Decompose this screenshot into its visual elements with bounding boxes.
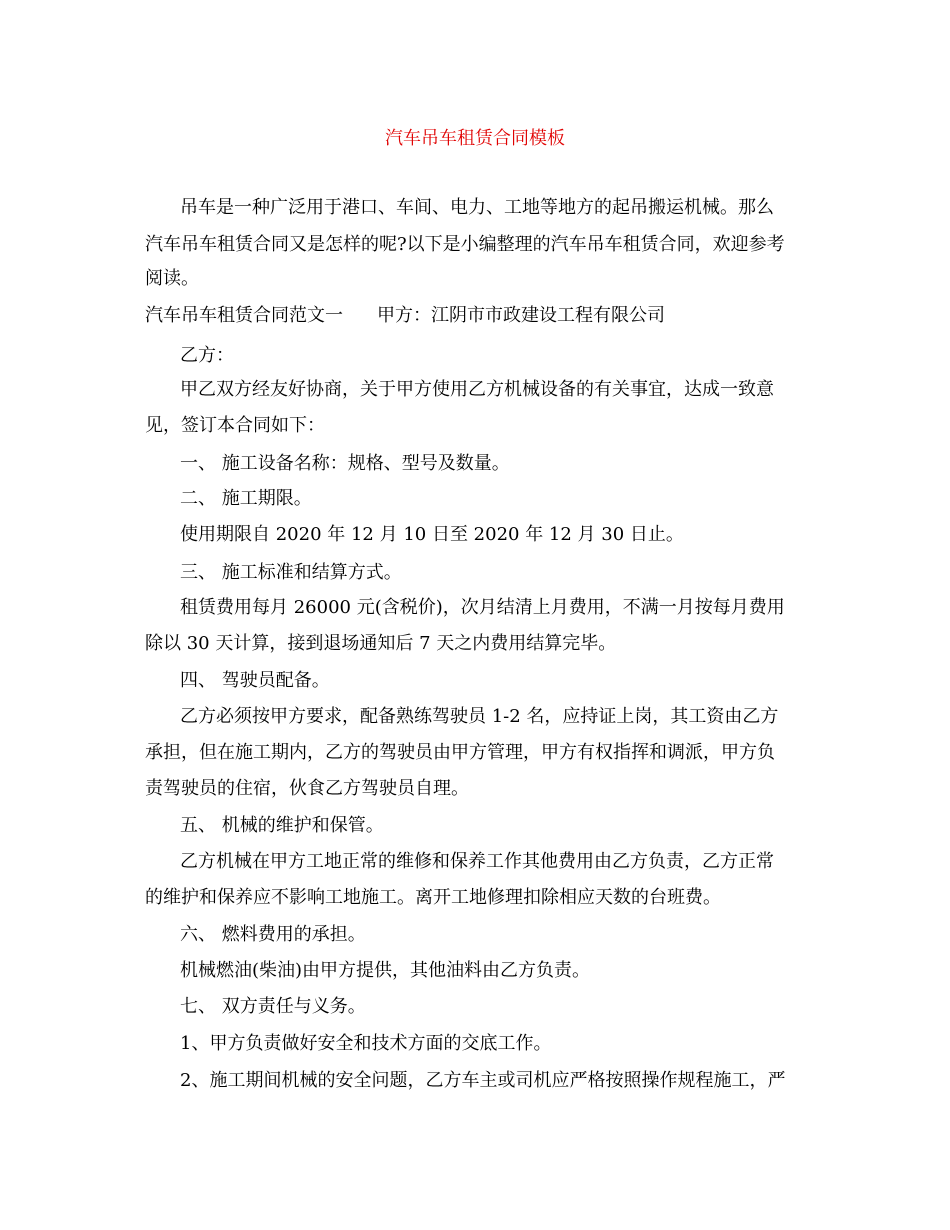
sample-heading: 汽车吊车租赁合同范文一 (145, 305, 343, 326)
section-2-text: 使用期限自 2020 年 12 月 10 日至 2020 年 12 月 30 日止。 (180, 524, 684, 545)
intro-line-1: 吊车是一种广泛用于港口、车间、电力、工地等地方的起吊搬运机械。那么 (180, 197, 774, 218)
section-4-text-2: 承担，但在施工期内，乙方的驾驶员由甲方管理，甲方有权指挥和调派，甲方负 (145, 742, 775, 763)
preamble-line-1: 甲乙双方经友好协商，关于甲方使用乙方机械设备的有关事宜，达成一致意 (180, 379, 774, 400)
section-4-text-1: 乙方必须按甲方要求，配备熟练驾驶员 1-2 名，应持证上岗，其工资由乙方 (180, 706, 779, 727)
document-title: 汽车吊车租赁合同模板 (385, 128, 565, 149)
section-4-heading: 四、 驾驶员配备。 (180, 670, 330, 691)
section-4-text-3: 责驾驶员的住宿，伙食乙方驾驶员自理。 (145, 778, 469, 799)
section-7-heading: 七、 双方责任与义务。 (180, 996, 366, 1017)
section-1-heading: 一、 施工设备名称：规格、型号及数量。 (180, 453, 510, 474)
section-6-text: 机械燃油(柴油)由甲方提供，其他油料由乙方负责。 (180, 960, 591, 981)
section-7-item-2: 2、施工期间机械的安全问题，乙方车主或司机应严格按照操作规程施工，严 (180, 1070, 786, 1091)
sample-heading-row (145, 306, 825, 326)
party-a: 甲方：江阴市市政建设工程有限公司 (377, 305, 665, 326)
section-6-heading: 六、 燃料费用的承担。 (180, 924, 366, 945)
intro-line-3: 阅读。 (145, 268, 199, 289)
preamble-line-2: 见，签订本合同如下： (145, 415, 325, 436)
party-b: 乙方： (180, 345, 234, 366)
section-5-text-1: 乙方机械在甲方工地正常的维修和保养工作其他费用由乙方负责，乙方正常 (180, 851, 774, 872)
section-2-heading: 二、 施工期限。 (180, 488, 312, 509)
section-5-heading: 五、 机械的维护和保管。 (180, 815, 384, 836)
section-3-heading: 三、 施工标准和结算方式。 (180, 562, 402, 583)
section-7-item-1: 1、甲方负责做好安全和技术方面的交底工作。 (180, 1033, 552, 1054)
intro-line-2: 汽车吊车租赁合同又是怎样的呢?以下是小编整理的汽车吊车租赁合同，欢迎参考 (145, 234, 785, 255)
section-5-text-2: 的维护和保养应不影响工地施工。离开工地修理扣除相应天数的台班费。 (145, 887, 721, 908)
section-3-text-1: 租赁费用每月 26000 元(含税价)，次月结清上月费用，不满一月按每月费用 (180, 597, 785, 618)
section-3-text-2: 除以 30 天计算，接到退场通知后 7 天之内费用结算完毕。 (145, 633, 617, 654)
